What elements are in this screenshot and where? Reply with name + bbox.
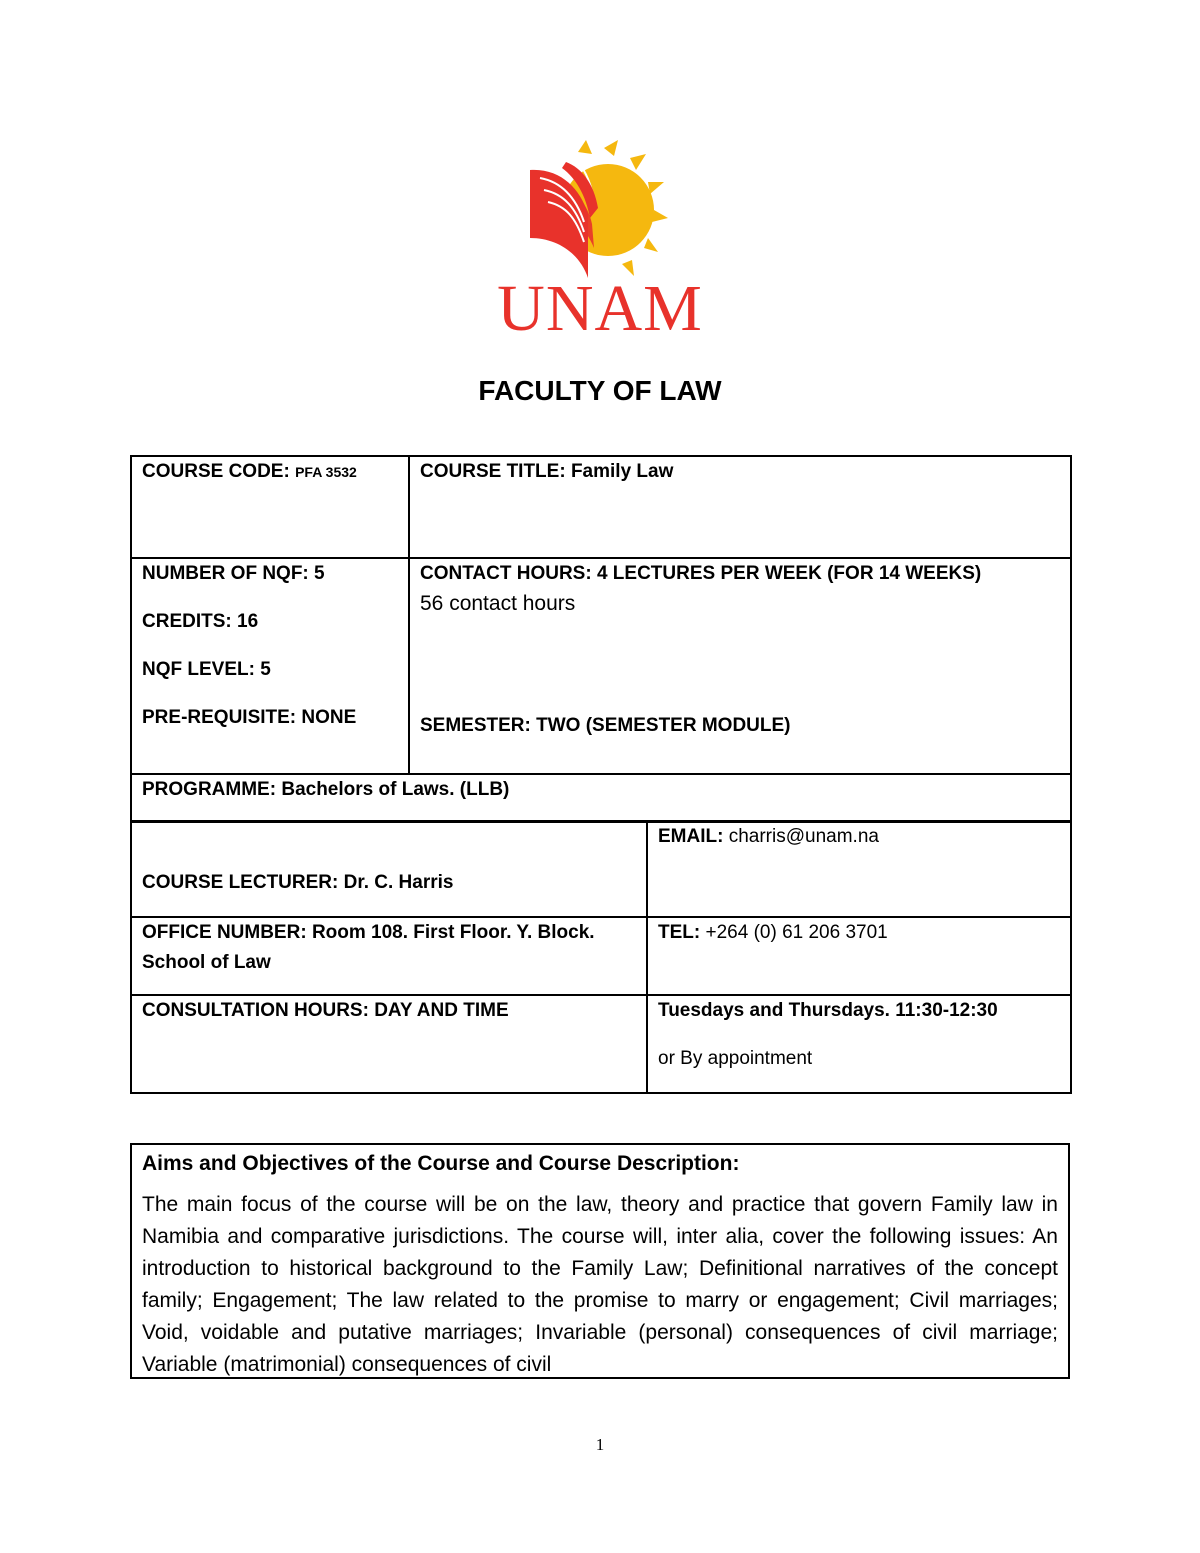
aims-body: The main focus of the course will be on the law, theory and practice that govern Family law in Namibia and comparative jurisdictions. The course will, inter alia, cover the following issues: An introduction to historical background to the Family Law; Definitional narratives of the concept family; Engagement; The law related to the promise to marry or engagement; Civil marriages; Void, voidable and putative marriages; Invariable (personal) consequences of civil marriage; Variable (matrimonial) consequences of civil [142,1193,1058,1376]
unam-logo [470,138,730,348]
lecturer-cell [131,821,647,917]
email-cell [647,821,1071,917]
lecturer-table [130,820,1072,1094]
tel-cell [647,917,1071,995]
prerequisite: PRE-REQUISITE: NONE [142,707,357,728]
course-code-value: PFA 3532 [295,464,357,480]
tel-label: TEL: [658,922,701,943]
course-title-value: Family Law [570,461,674,482]
programme-cell [131,774,1071,822]
credits: CREDITS: 16 [142,611,259,632]
semester: SEMESTER: TWO (SEMESTER MODULE) [420,715,791,736]
page-number: 1 [595,1435,605,1454]
consult-alt: or By appointment [658,1048,813,1069]
office-label: OFFICE NUMBER: [142,922,307,943]
course-code-cell [131,456,409,558]
book-sun-icon [470,138,730,283]
email-label: EMAIL: [658,826,724,847]
contact-hours-cell [409,558,1071,774]
consult-value: Tuesdays and Thursdays. 11:30-12:30 [658,1000,998,1021]
consult-cell [131,995,647,1093]
consult-label: CONSULTATION HOURS: DAY AND TIME [142,1000,509,1021]
office-value: Room 108. First Floor. Y. Block. School of Law [142,922,595,973]
course-info-table [130,455,1072,823]
consult-value-cell [647,995,1071,1093]
contact-hours: CONTACT HOURS: 4 LECTURES PER WEEK (FOR 14 WEEKS) [420,563,982,584]
tel-value: +264 (0) 61 206 3701 [705,922,888,943]
credits-cell [131,558,409,774]
nqf-level: NQF LEVEL: 5 [142,659,271,680]
email-value[interactable]: charris@unam.na [728,826,879,847]
course-title-cell [409,456,1071,558]
programme-value: Bachelors of Laws. (LLB) [281,779,510,800]
contact-hours-total: 56 contact hours [420,592,576,615]
course-title-label: COURSE TITLE: [420,461,566,482]
office-cell [131,917,647,995]
course-code-label: COURSE CODE: [142,461,290,482]
faculty-title: FACULTY OF LAW [478,375,722,406]
nqf-credits: NUMBER OF NQF: 5 [142,563,325,584]
logo-text: UNAM [497,272,703,345]
lecturer-label: COURSE LECTURER: [142,872,339,893]
lecturer-value: Dr. C. Harris [343,872,454,893]
aims-box [130,1143,1070,1379]
aims-heading: Aims and Objectives of the Course and Course Description: [142,1152,740,1175]
programme-label: PROGRAMME: [142,779,277,800]
